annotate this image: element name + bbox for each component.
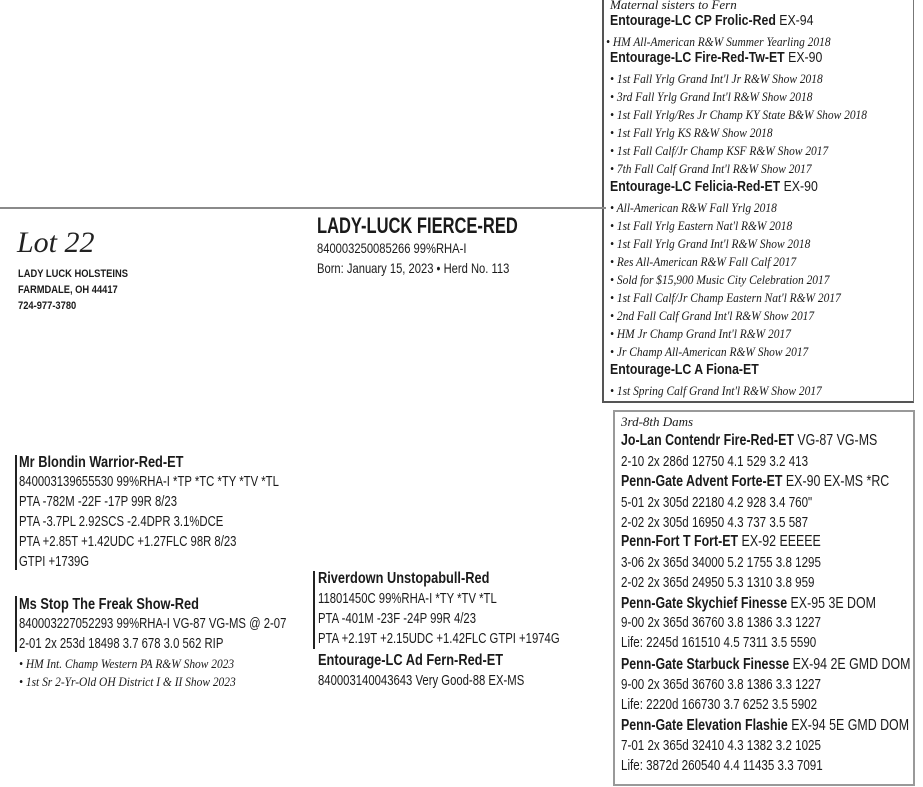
sister-rating: EX-94 [779, 12, 814, 29]
sire-info-line: PTA -782M -22F -17P 99R 8/23 [19, 494, 178, 510]
award-item: • All-American R&W Fall Yrlg 2018 [610, 200, 777, 215]
consignor-name: LADY LUCK HOLSTEINS [18, 268, 128, 280]
dam-record: 2-02 2x 365d 24950 5.3 1310 3.8 959 [621, 575, 815, 591]
dams-panel-title: 3rd-8th Dams [621, 414, 694, 429]
sister-heading [610, 361, 759, 378]
dam-heading [621, 533, 821, 551]
extended-dams-panel [613, 410, 915, 786]
dam-record: 9-00 2x 365d 36760 3.8 1386 3.3 1227 [621, 615, 821, 631]
animal-birth-info: Born: January 15, 2023 • Herd No. 113 [317, 260, 510, 276]
dam-record: 5-01 2x 305d 22180 4.2 928 3.4 760" [621, 495, 813, 511]
sister-heading [610, 178, 818, 195]
dam-entry-rating: EX-95 3E DOM [790, 595, 876, 612]
animal-name: LADY-LUCK FIERCE-RED [317, 213, 518, 238]
award-item: • 2nd Fall Calf Grand Int'l R&W Show 2017 [610, 308, 815, 323]
pedigree-bracket [15, 455, 17, 570]
award-item: • 1st Fall Calf/Jr Champ Eastern Nat'l R&W 2017 [610, 290, 841, 305]
dam-entry-name: Penn-Gate Advent Forte-ET [621, 473, 783, 490]
dam-heading [621, 432, 877, 450]
award-text: 3rd Fall Yrlg Grand Int'l R&W Show 2018 [616, 89, 813, 104]
award-item: • Jr Champ All-American R&W Show 2017 [610, 344, 809, 359]
dam-entry-name: Jo-Lan Contendr Fire-Red-ET [621, 432, 794, 449]
award-item: • HM All-American R&W Summer Yearling 2018 [606, 34, 831, 49]
award-item: • HM Jr Champ Grand Int'l R&W 2017 [610, 326, 791, 341]
sister-name: Entourage-LC Felicia-Red-ET [610, 178, 781, 195]
dam-award: • HM Int. Champ Western PA R&W Show 2023 [19, 656, 235, 671]
consignor-address: FARMDALE, OH 44417 [18, 284, 118, 296]
sister-rating: EX-90 [788, 49, 823, 66]
sister-name: Entourage-LC Fire-Red-Tw-ET [610, 49, 785, 66]
dam-record: 7-01 2x 365d 32410 4.3 1382 3.2 1025 [621, 738, 821, 754]
dam-record: Life: 2245d 161510 4.5 7311 3.5 5590 [621, 635, 817, 651]
dam-record: 2-10 2x 286d 12750 4.1 529 3.2 413 [621, 454, 809, 470]
dam-info-line: 840003227052293 99%RHA-I VG-87 VG-MS @ 2-07 [19, 616, 287, 632]
award-text: 1st Spring Calf Grand Int'l R&W Show 2017 [616, 383, 822, 398]
sister-name: Entourage-LC A Fiona-ET [610, 361, 759, 378]
award-item: • 1st Fall Yrlg KS R&W Show 2018 [610, 125, 773, 140]
sister-heading [610, 49, 822, 66]
sire-name: Mr Blondin Warrior-Red-ET [19, 454, 184, 471]
dam-record: 3-06 2x 365d 34000 5.2 1755 3.8 1295 [621, 555, 821, 571]
dam-name: Ms Stop The Freak Show-Red [19, 596, 199, 613]
dam-sire-name: Riverdown Unstopabull-Red [318, 570, 490, 587]
award-item: • 1st Fall Yrlg/Res Jr Champ KY State B&W Show 2018 [610, 107, 867, 122]
section-divider [0, 207, 606, 209]
award-text: 1st Fall Yrlg Grand Int'l R&W Show 2018 [616, 236, 811, 251]
sire-info-line: PTA -3.7PL 2.92SCS -2.4DPR 3.1%DCE [19, 514, 224, 530]
dam-entry-rating: EX-92 EEEEE [741, 533, 821, 550]
sire-info-line: 840003139655530 99%RHA-I *TP *TC *TY *TV *TL [19, 474, 279, 490]
award-text: Sold for $15,900 Music City Celebration 2017 [616, 272, 830, 287]
dam-heading [621, 595, 876, 613]
award-item: • 1st Spring Calf Grand Int'l R&W Show 2017 [610, 383, 822, 398]
dam-record: 2-02 2x 305d 16950 4.3 737 3.5 587 [621, 515, 809, 531]
dam-heading [621, 656, 910, 674]
dam-record: 9-00 2x 365d 36760 3.8 1386 3.3 1227 [621, 677, 821, 693]
dam-award: • 1st Sr 2-Yr-Old OH District I & II Show 2023 [19, 674, 236, 689]
award-text: 1st Fall Yrlg KS R&W Show 2018 [616, 125, 773, 140]
dam-entry-rating: VG-87 VG-MS [797, 432, 878, 449]
award-text: 1st Fall Calf/Jr Champ KSF R&W Show 2017 [616, 143, 829, 158]
sire-info-line: PTA +2.85T +1.42UDC +1.27FLC 98R 8/23 [19, 534, 237, 550]
pedigree-bracket [15, 596, 17, 652]
award-item: • 1st Fall Yrlg Grand Int'l Jr R&W Show 2018 [610, 71, 823, 86]
sister-rating: EX-90 [783, 178, 818, 195]
dam-record: Life: 3872d 260540 4.4 11435 3.3 7091 [621, 758, 823, 774]
pedigree-bracket [313, 571, 315, 649]
granddam-info-line: 840003140043643 Very Good-88 EX-MS [318, 673, 525, 689]
award-item: • 1st Fall Yrlg Eastern Nat'l R&W 2018 [610, 218, 793, 233]
dam-sire-info-line: 11801450C 99%RHA-I *TY *TV *TL [318, 591, 497, 607]
award-text: 1st Fall Yrlg/Res Jr Champ KY State B&W Show 2018 [616, 107, 867, 122]
dam-record: Life: 2220d 166730 3.7 6252 3.5 5902 [621, 697, 818, 713]
award-text: 1st Fall Calf/Jr Champ Eastern Nat'l R&W 2017 [616, 290, 841, 305]
award-text: HM All-American R&W Summer Yearling 2018 [612, 34, 831, 49]
sister-name: Entourage-LC CP Frolic-Red [610, 12, 776, 29]
award-text: 1st Fall Yrlg Grand Int'l Jr R&W Show 2018 [616, 71, 823, 86]
award-text: All-American R&W Fall Yrlg 2018 [616, 200, 777, 215]
sire-info-line: GTPI +1739G [19, 554, 90, 570]
dam-sire-info-line: PTA +2.19T +2.15UDC +1.42FLC GTPI +1974G [318, 631, 560, 647]
award-text: HM Int. Champ Western PA R&W Show 2023 [25, 656, 235, 671]
award-text: 2nd Fall Calf Grand Int'l R&W Show 2017 [616, 308, 815, 323]
award-text: HM Jr Champ Grand Int'l R&W 2017 [616, 326, 791, 341]
dam-entry-name: Penn-Gate Skychief Finesse [621, 595, 788, 612]
dam-entry-name: Penn-Gate Starbuck Finesse [621, 656, 790, 673]
sister-heading [610, 12, 813, 29]
award-text: Jr Champ All-American R&W Show 2017 [616, 344, 809, 359]
dam-sire-info-line: PTA -401M -23F -24P 99R 4/23 [318, 611, 477, 627]
award-text: 7th Fall Calf Grand Int'l R&W Show 2017 [616, 161, 812, 176]
award-item: • 1st Fall Calf/Jr Champ KSF R&W Show 2017 [610, 143, 829, 158]
award-text: Res All-American R&W Fall Calf 2017 [616, 254, 797, 269]
dam-entry-name: Penn-Gate Elevation Flashie [621, 717, 788, 734]
animal-registration: 840003250085266 99%RHA-I [317, 240, 467, 256]
maternal-sisters-panel [602, 0, 914, 403]
dam-entry-rating: EX-94 5E GMD DOM [791, 717, 910, 734]
award-text: 1st Sr 2-Yr-Old OH District I & II Show 2023 [25, 674, 236, 689]
dam-info-line: 2-01 2x 253d 18498 3.7 678 3.0 562 RIP [19, 636, 224, 652]
dam-entry-rating: EX-90 EX-MS *RC [785, 473, 890, 490]
award-item: • 1st Fall Yrlg Grand Int'l R&W Show 2018 [610, 236, 811, 251]
award-item: • Res All-American R&W Fall Calf 2017 [610, 254, 797, 269]
dam-entry-rating: EX-94 2E GMD DOM [792, 656, 911, 673]
dam-heading [621, 717, 909, 735]
lot-number: Lot 22 [17, 226, 95, 259]
award-item: • 7th Fall Calf Grand Int'l R&W Show 2017 [610, 161, 812, 176]
consignor-phone: 724-977-3780 [18, 300, 77, 312]
award-item: • 3rd Fall Yrlg Grand Int'l R&W Show 2018 [610, 89, 813, 104]
award-item: • Sold for $15,900 Music City Celebration 2017 [610, 272, 830, 287]
maternal-sisters-title: Maternal sisters to Fern [610, 0, 737, 12]
award-text: 1st Fall Yrlg Eastern Nat'l R&W 2018 [616, 218, 793, 233]
dam-entry-name: Penn-Fort T Fort-ET [621, 533, 739, 550]
granddam-name: Entourage-LC Ad Fern-Red-ET [318, 652, 504, 669]
dam-heading [621, 473, 889, 491]
